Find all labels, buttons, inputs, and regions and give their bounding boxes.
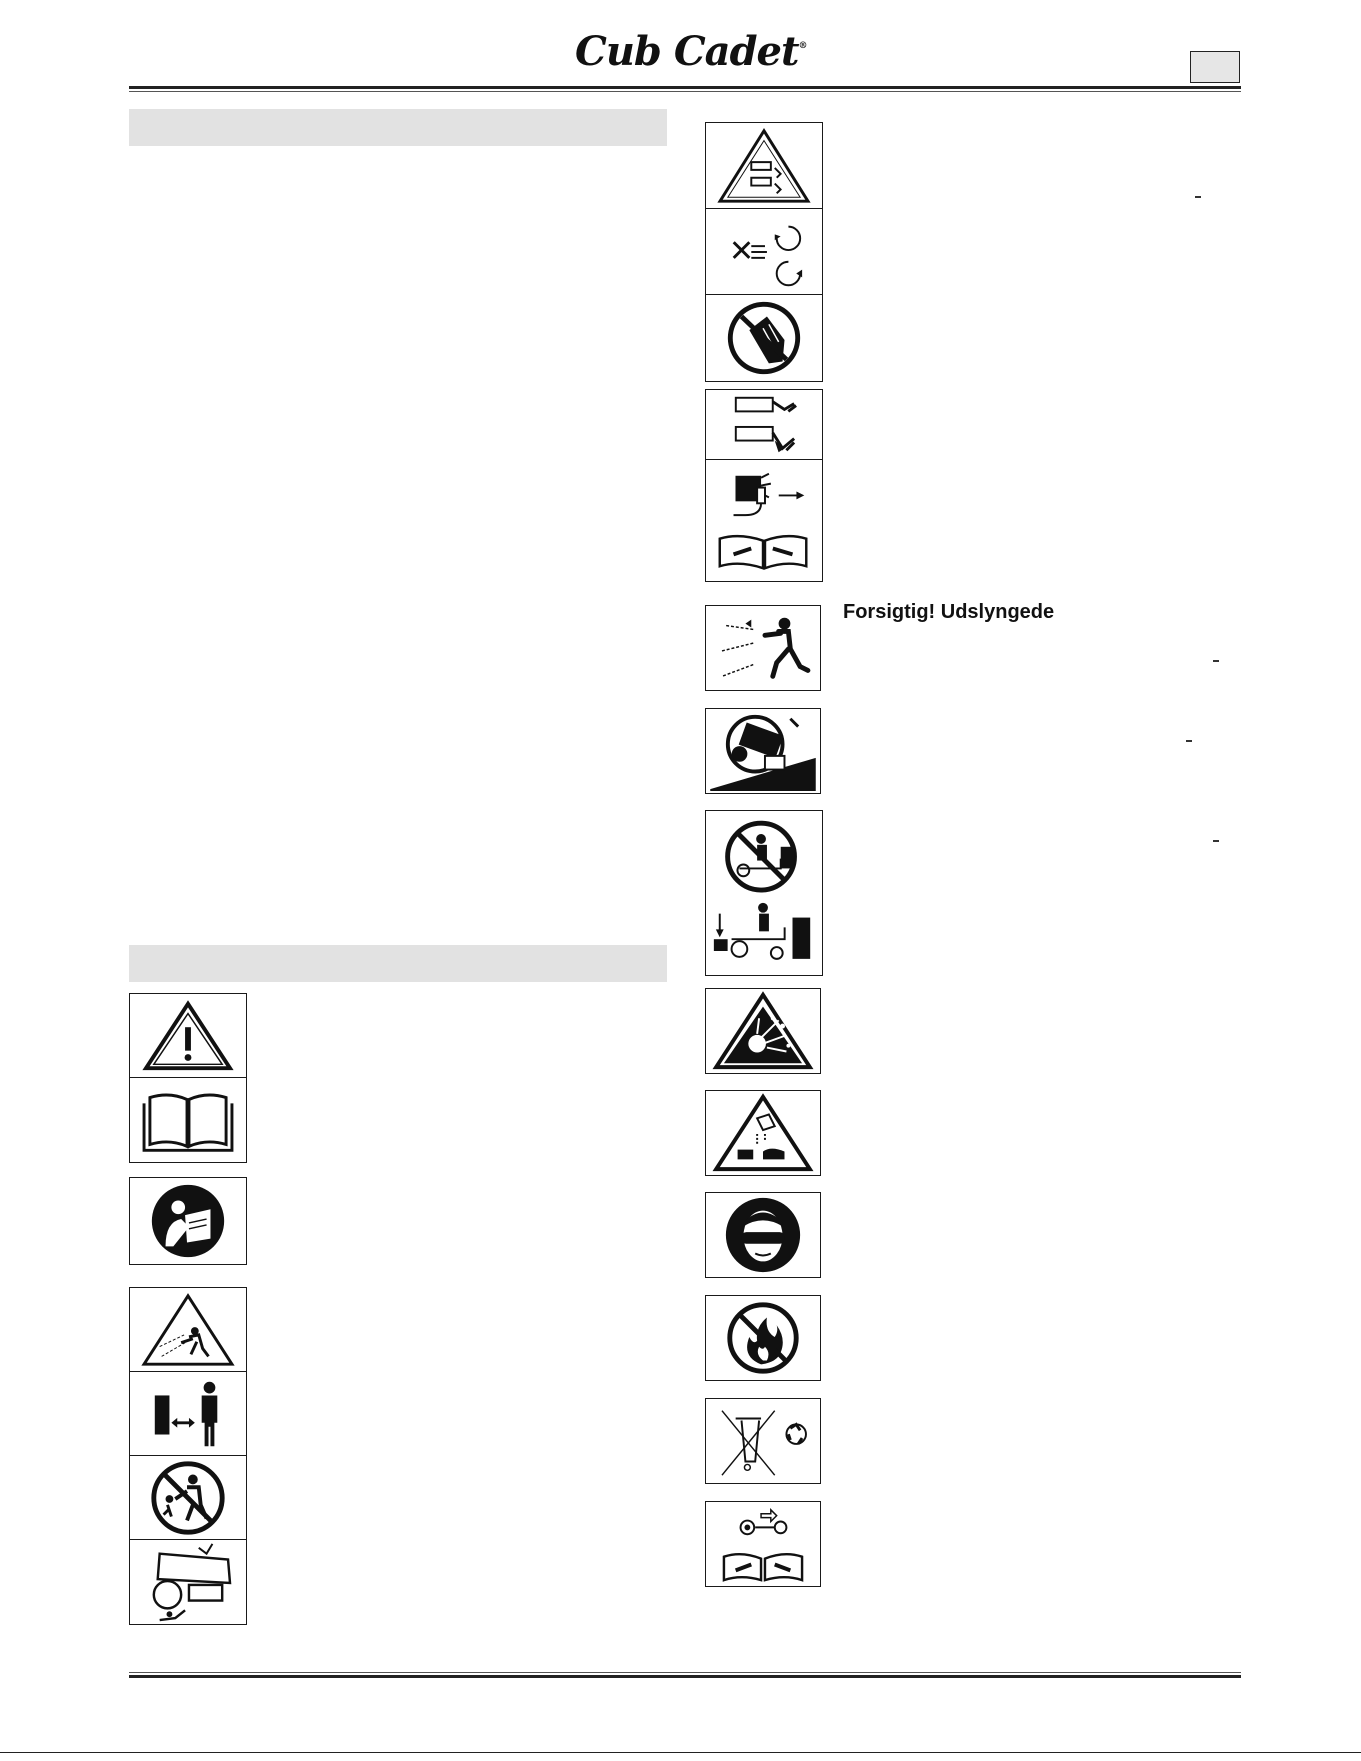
hyphen-mark: [1213, 840, 1219, 842]
rollover-hazard-icon: [129, 1539, 247, 1625]
footer-rule: [129, 1675, 1241, 1678]
rotating-blades-icon: [705, 208, 823, 296]
key-manual-icon: [705, 1501, 821, 1587]
blade-lowering-icon: [705, 122, 823, 210]
keep-distance-icon: [129, 1371, 247, 1457]
section-bar-symbols: [129, 945, 667, 982]
thrown-objects-warning-icon: [705, 605, 821, 691]
thrown-objects-icon: [129, 1287, 247, 1373]
header-rule-thin: [129, 91, 1241, 92]
page-bottom-line: [0, 1752, 1361, 1753]
hyphen-mark: [1186, 740, 1192, 742]
no-hands-icon: [705, 294, 823, 382]
hyphen-mark: [1213, 660, 1219, 662]
header-rule: [129, 86, 1241, 89]
corrosive-hazard-icon: [705, 1090, 821, 1176]
no-passengers-icon: [705, 810, 823, 976]
language-indicator-box: [1190, 51, 1240, 83]
footer-rule-thin: [129, 1672, 1241, 1673]
no-bystanders-icon: [129, 1455, 247, 1541]
caption-thrown-objects: Forsigtig! Udslyngede: [843, 601, 1055, 623]
read-manual-icon: [129, 1177, 247, 1265]
no-fire-icon: [705, 1295, 821, 1381]
brand-logo: Cub Cadet®: [575, 28, 807, 75]
maintenance-manual-icon: [705, 459, 823, 582]
explosion-hazard-icon: [705, 988, 821, 1074]
blade-lever-icon: [705, 389, 823, 461]
eye-protection-icon: [705, 1192, 821, 1278]
warning-triangle-icon: [129, 993, 247, 1079]
weee-disposal-icon: [705, 1398, 821, 1484]
section-bar-top: [129, 109, 667, 146]
hyphen-mark: [1195, 196, 1201, 198]
slope-rollover-icon: [705, 708, 821, 794]
manual-book-icon: [129, 1077, 247, 1163]
